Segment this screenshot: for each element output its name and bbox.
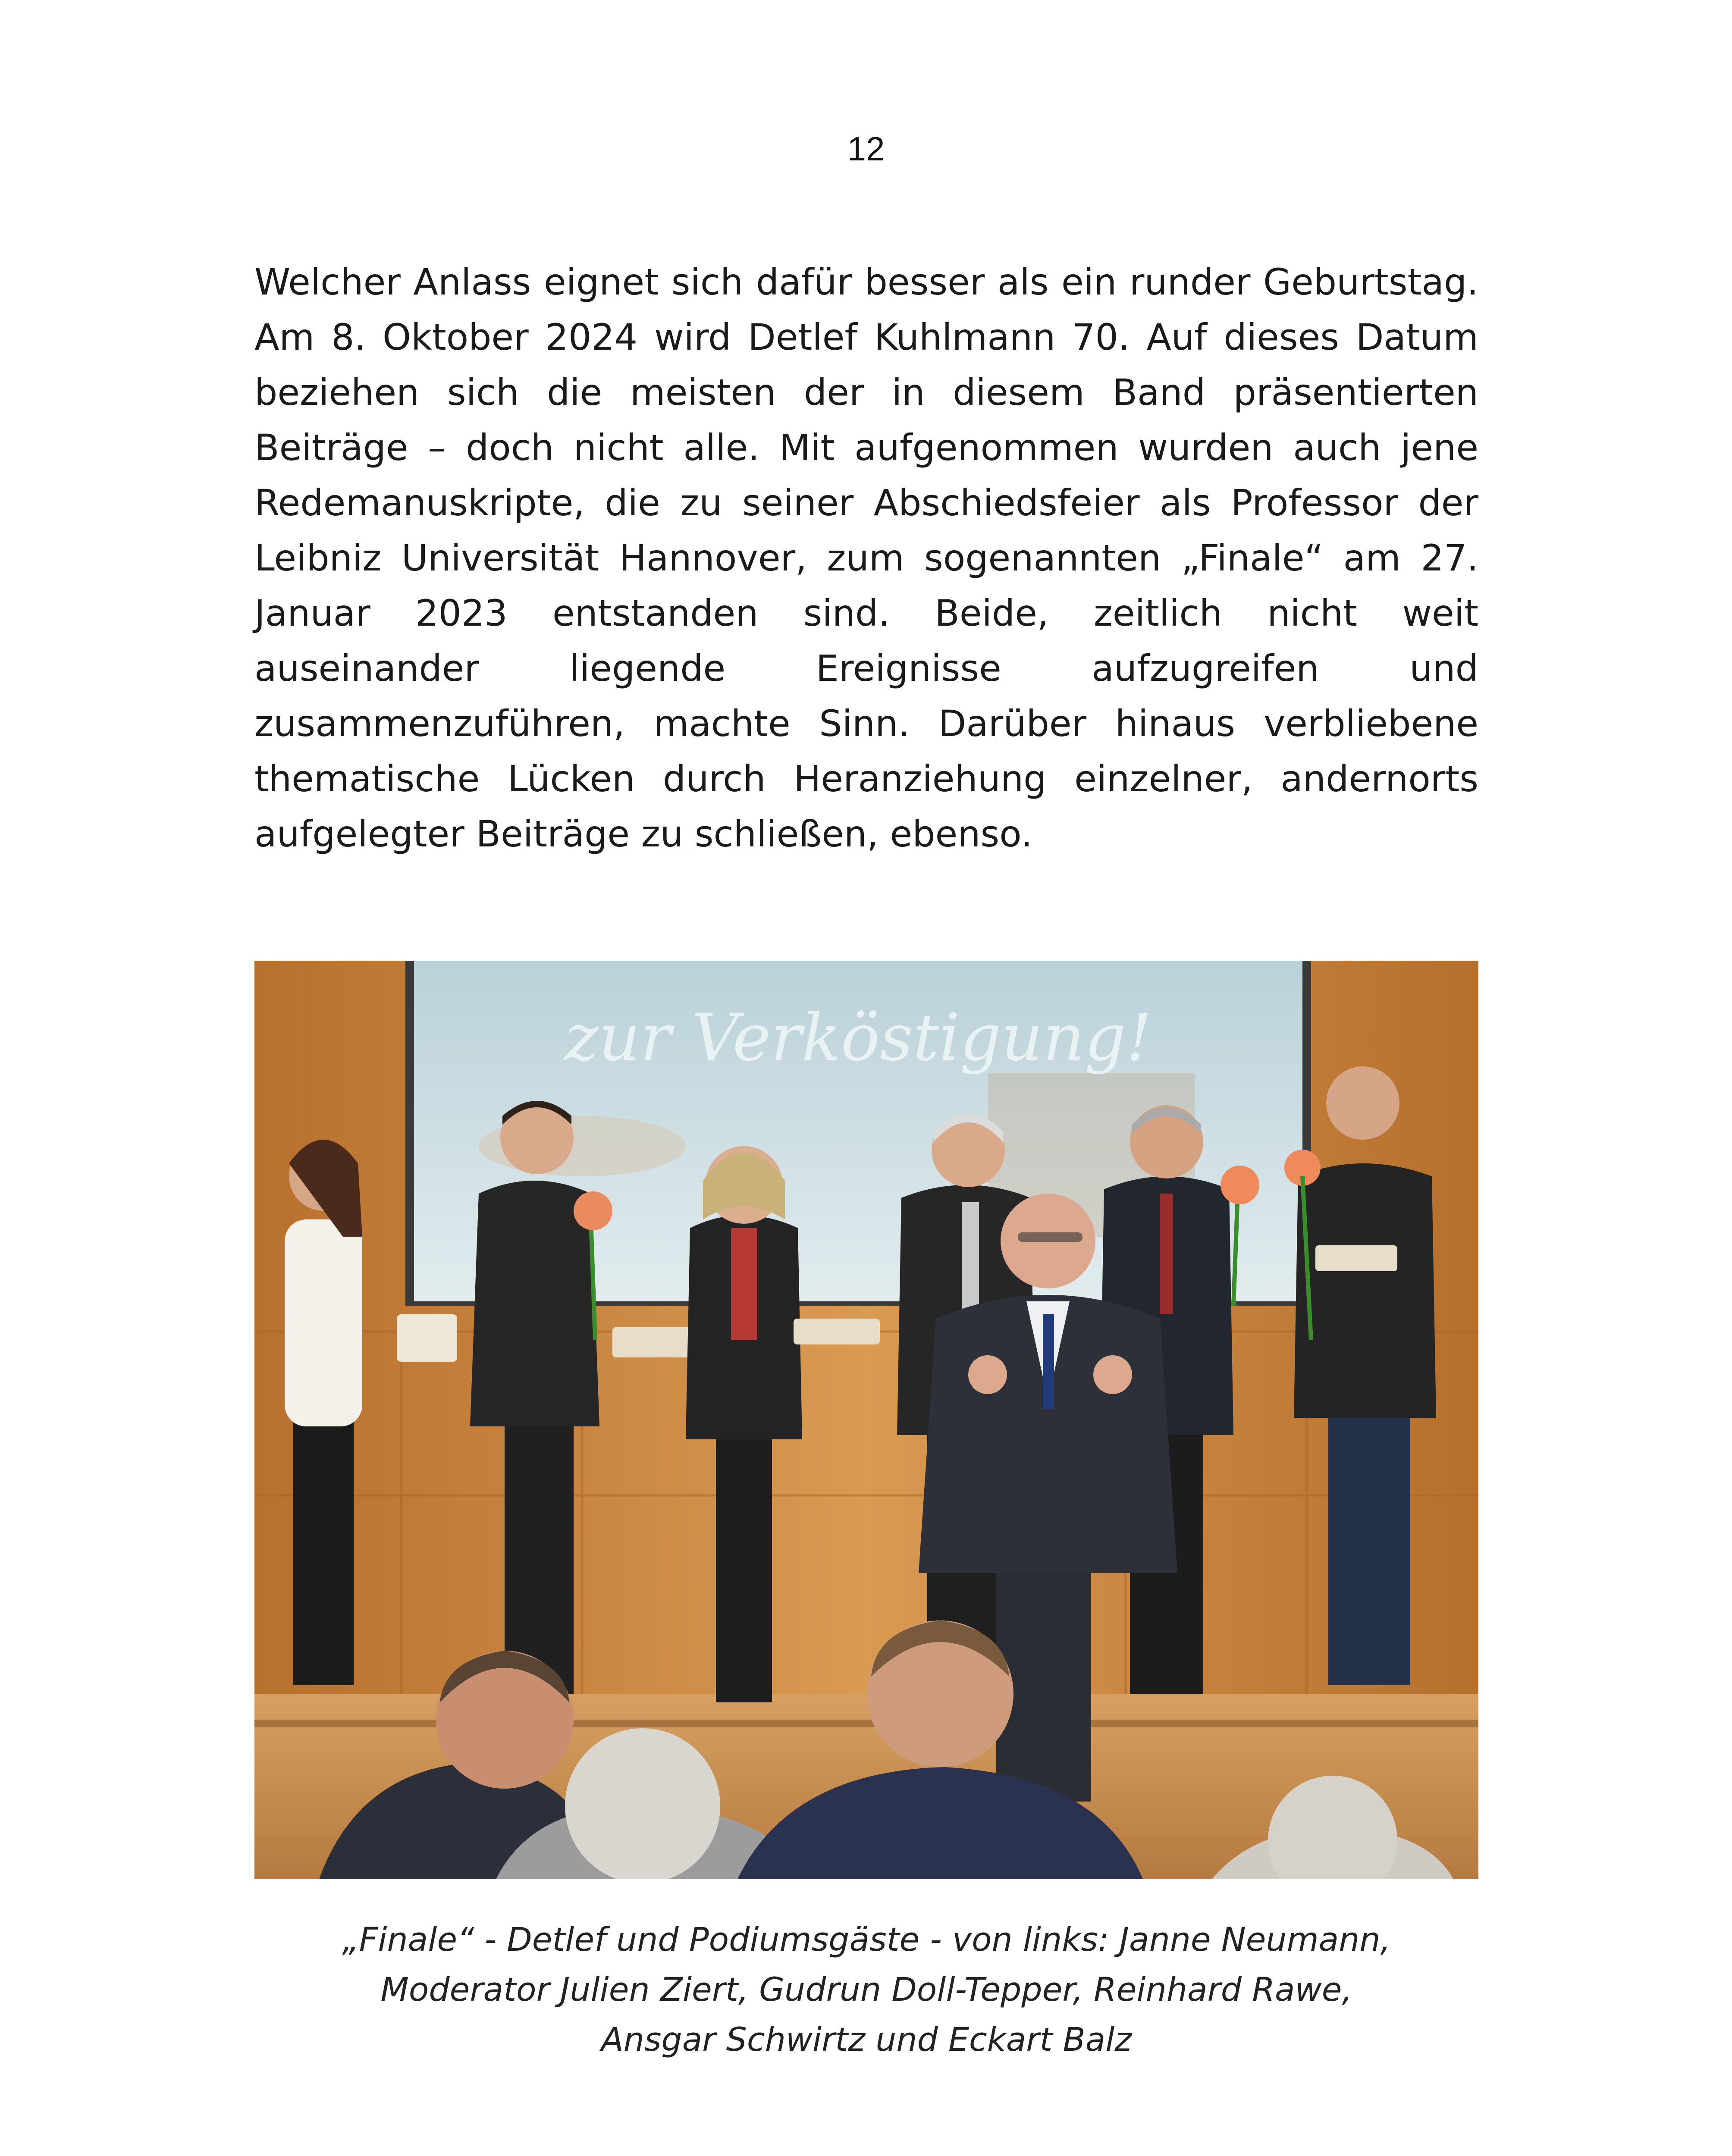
event-photo bbox=[254, 961, 1478, 1879]
body-paragraph: Welcher Anlass eignet sich dafür besser als ein runder Geburtstag. Am 8. Oktober 2024 wird Detlef Kuhlmann 70. Auf dieses Datum beziehen sich die meisten der in diesem Band präsentierten Beiträge – doch nicht alle. Mit aufgenommen wurden auch jene Redemanuskripte, die zu seiner Abschiedsfeier als Professor der Leibniz Universität Hannover, zum sogenannten „Finale“ am 27. Januar 2023 entstanden sind. Beide, zeitlich nicht weit auseinander liegende Ereignisse aufzugreifen und zusammenzuführen, machte Sinn. Darüber hinaus verbliebene thematische Lücken durch Heranziehung einzelner, andernorts aufgelegter Beiträge zu schließen, ebenso. bbox=[254, 261, 1478, 855]
caption-line: Ansgar Schwirtz und Eckart Balz bbox=[601, 2020, 1132, 2059]
photo-caption bbox=[254, 1915, 1478, 2065]
page-number: 12 bbox=[847, 130, 885, 168]
screen-text: zur Verköstigung! bbox=[564, 1000, 1152, 1075]
caption-line: Moderator Julien Ziert, Gudrun Doll-Tepper, Reinhard Rawe, bbox=[380, 1970, 1352, 2009]
caption-line: „Finale“ - Detlef und Podiumsgäste - von links: Janne Neumann, bbox=[342, 1920, 1391, 1959]
